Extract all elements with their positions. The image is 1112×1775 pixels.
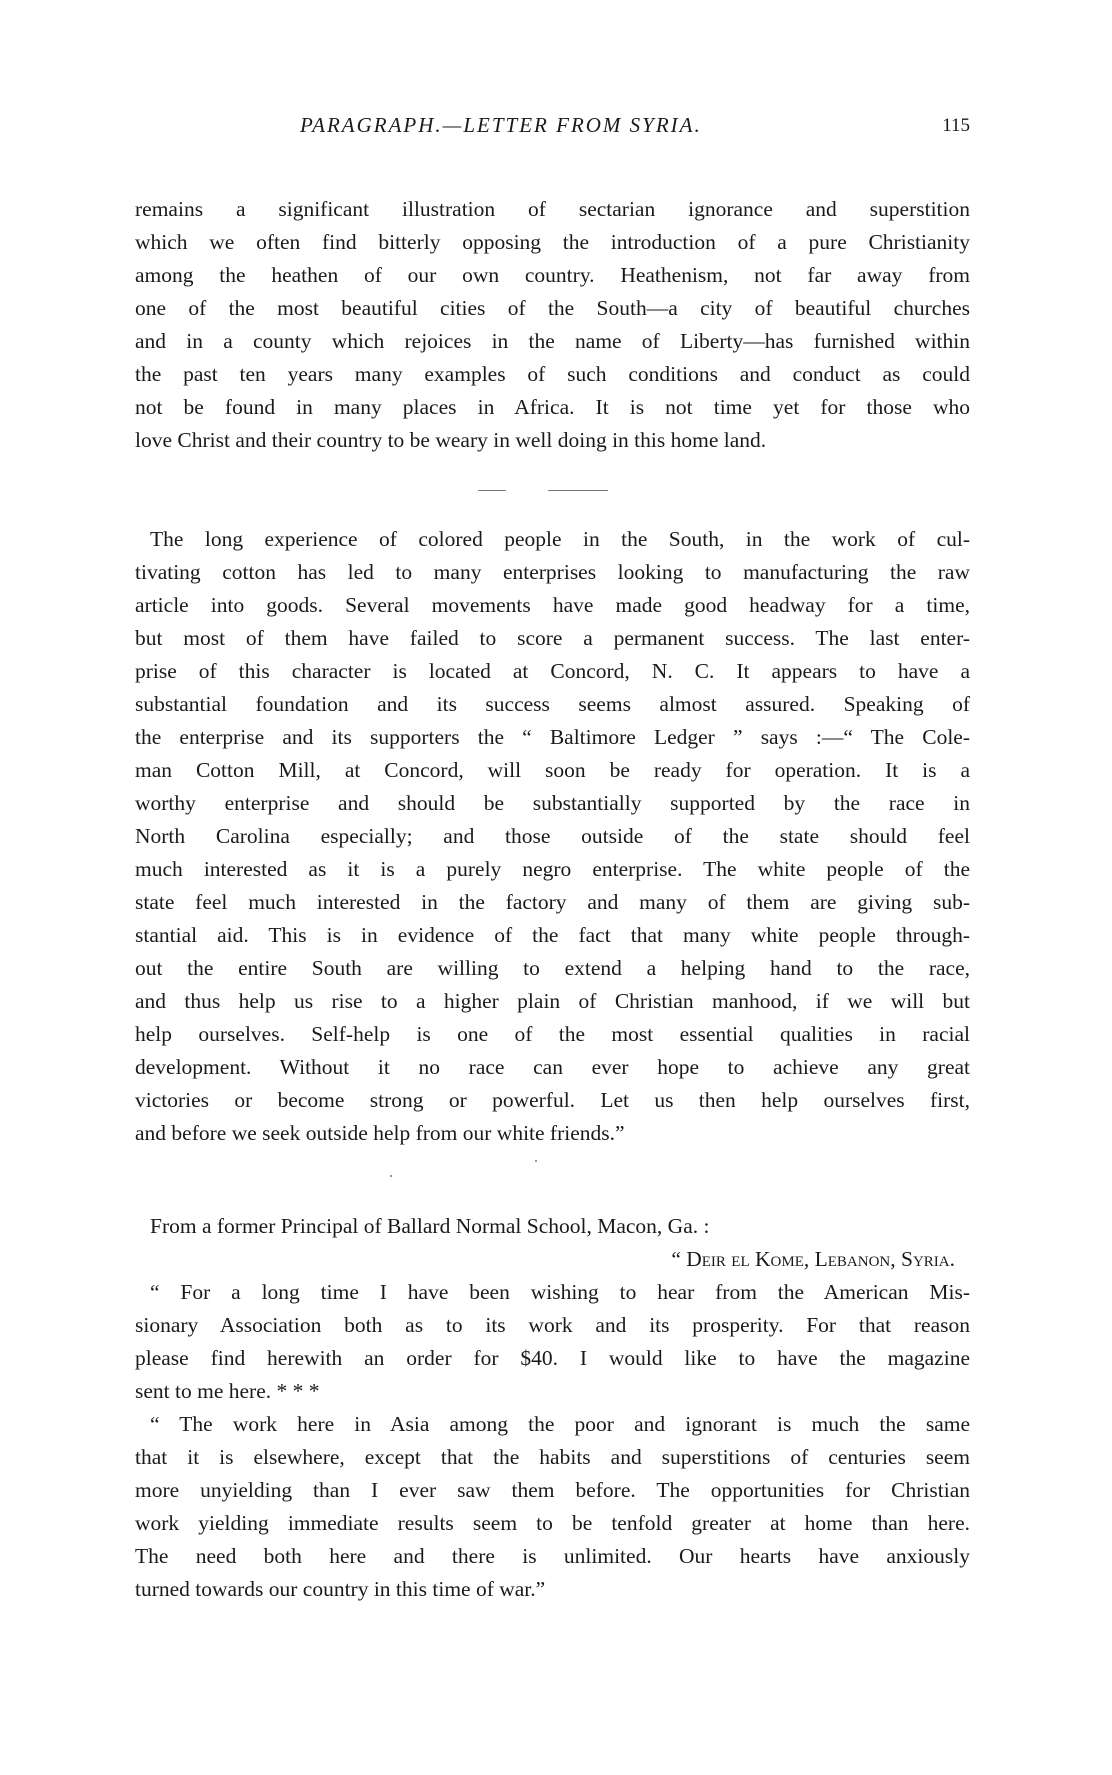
text-line: The need both here and there is unlimited. Our hearts have anxiously <box>135 1544 970 1568</box>
text-line: one of the most beautiful cities of the South—a city of beautiful churches <box>135 296 970 320</box>
text-line: much interested as it is a purely negro enterprise. The white people of the <box>135 857 970 881</box>
text-line: The long experience of colored people in the South, in the work of cul- <box>150 527 970 551</box>
text-line: work yielding immediate results seem to be tenfold greater at home than here. <box>135 1511 970 1535</box>
text-line: tivating cotton has led to many enterprises looking to manufacturing the raw <box>135 560 970 584</box>
running-title: PARAGRAPH.—LETTER FROM SYRIA. <box>300 113 702 137</box>
text-line: “ For a long time I have been wishing to hear from the American Mis- <box>150 1280 970 1304</box>
text-line: victories or become strong or powerful. Let us then help ourselves first, <box>135 1088 970 1112</box>
text-line: state feel much interested in the factory and many of them are giving sub- <box>135 890 970 914</box>
letter-from-syria <box>135 1210 970 1606</box>
text-line: stantial aid. This is in evidence of the fact that many white people through- <box>135 923 970 947</box>
text-line: but most of them have failed to score a permanent success. The last enter- <box>135 626 970 650</box>
letter-dateline: “ Deir el Kome, Lebanon, Syria. <box>671 1247 955 1271</box>
paragraph-sectarian-ignorance <box>135 193 970 457</box>
text-line: which we often find bitterly opposing the introduction of a pure Christianity <box>135 230 970 254</box>
text-line: development. Without it no race can ever hope to achieve any great <box>135 1055 970 1079</box>
letter-intro: From a former Principal of Ballard Normal School, Macon, Ga. : <box>150 1214 710 1238</box>
text-line: and thus help us rise to a higher plain of Christian manhood, if we will but <box>135 989 970 1013</box>
page-header <box>135 113 970 143</box>
text-line: turned towards our country in this time of war.” <box>135 1577 546 1601</box>
text-line: sent to me here. * * * <box>135 1379 320 1403</box>
text-line: sionary Association both as to its work and its prosperity. For that reason <box>135 1313 970 1337</box>
text-line: and in a county which rejoices in the name of Liberty—has furnished within <box>135 329 970 353</box>
section-divider <box>478 490 506 491</box>
text-line: North Carolina especially; and those outside of the state should feel <box>135 824 970 848</box>
printer-mark <box>535 1160 537 1162</box>
text-line: remains a significant illustration of sectarian ignorance and superstition <box>135 197 970 221</box>
page-number: 115 <box>942 115 970 136</box>
text-line: that it is elsewhere, except that the habits and superstitions of centuries seem <box>135 1445 970 1469</box>
text-line: help ourselves. Self-help is one of the most essential qualities in racial <box>135 1022 970 1046</box>
text-line: out the entire South are willing to extend a helping hand to the race, <box>135 956 970 980</box>
text-line: man Cotton Mill, at Concord, will soon be ready for operation. It is a <box>135 758 970 782</box>
printer-mark <box>390 1175 392 1177</box>
text-line: among the heathen of our own country. Heathenism, not far away from <box>135 263 970 287</box>
text-line: worthy enterprise and should be substantially supported by the race in <box>135 791 970 815</box>
text-line: substantial foundation and its success seems almost assured. Speaking of <box>135 692 970 716</box>
text-line: the past ten years many examples of such conditions and conduct as could <box>135 362 970 386</box>
paragraph-cotton-mill <box>135 523 970 1150</box>
text-line: more unyielding than I ever saw them before. The opportunities for Christian <box>135 1478 970 1502</box>
text-line: please find herewith an order for $40. I would like to have the magazine <box>135 1346 970 1370</box>
section-divider <box>548 490 608 491</box>
text-line: not be found in many places in Africa. It is not time yet for those who <box>135 395 970 419</box>
text-line: love Christ and their country to be weary in well doing in this home land. <box>135 428 767 452</box>
text-line: the enterprise and its supporters the “ Baltimore Ledger ” says :—“ The Cole- <box>135 725 970 749</box>
text-line: article into goods. Several movements have made good headway for a time, <box>135 593 970 617</box>
text-line: prise of this character is located at Concord, N. C. It appears to have a <box>135 659 970 683</box>
text-line: “ The work here in Asia among the poor and ignorant is much the same <box>150 1412 970 1436</box>
text-line: and before we seek outside help from our white friends.” <box>135 1121 625 1145</box>
